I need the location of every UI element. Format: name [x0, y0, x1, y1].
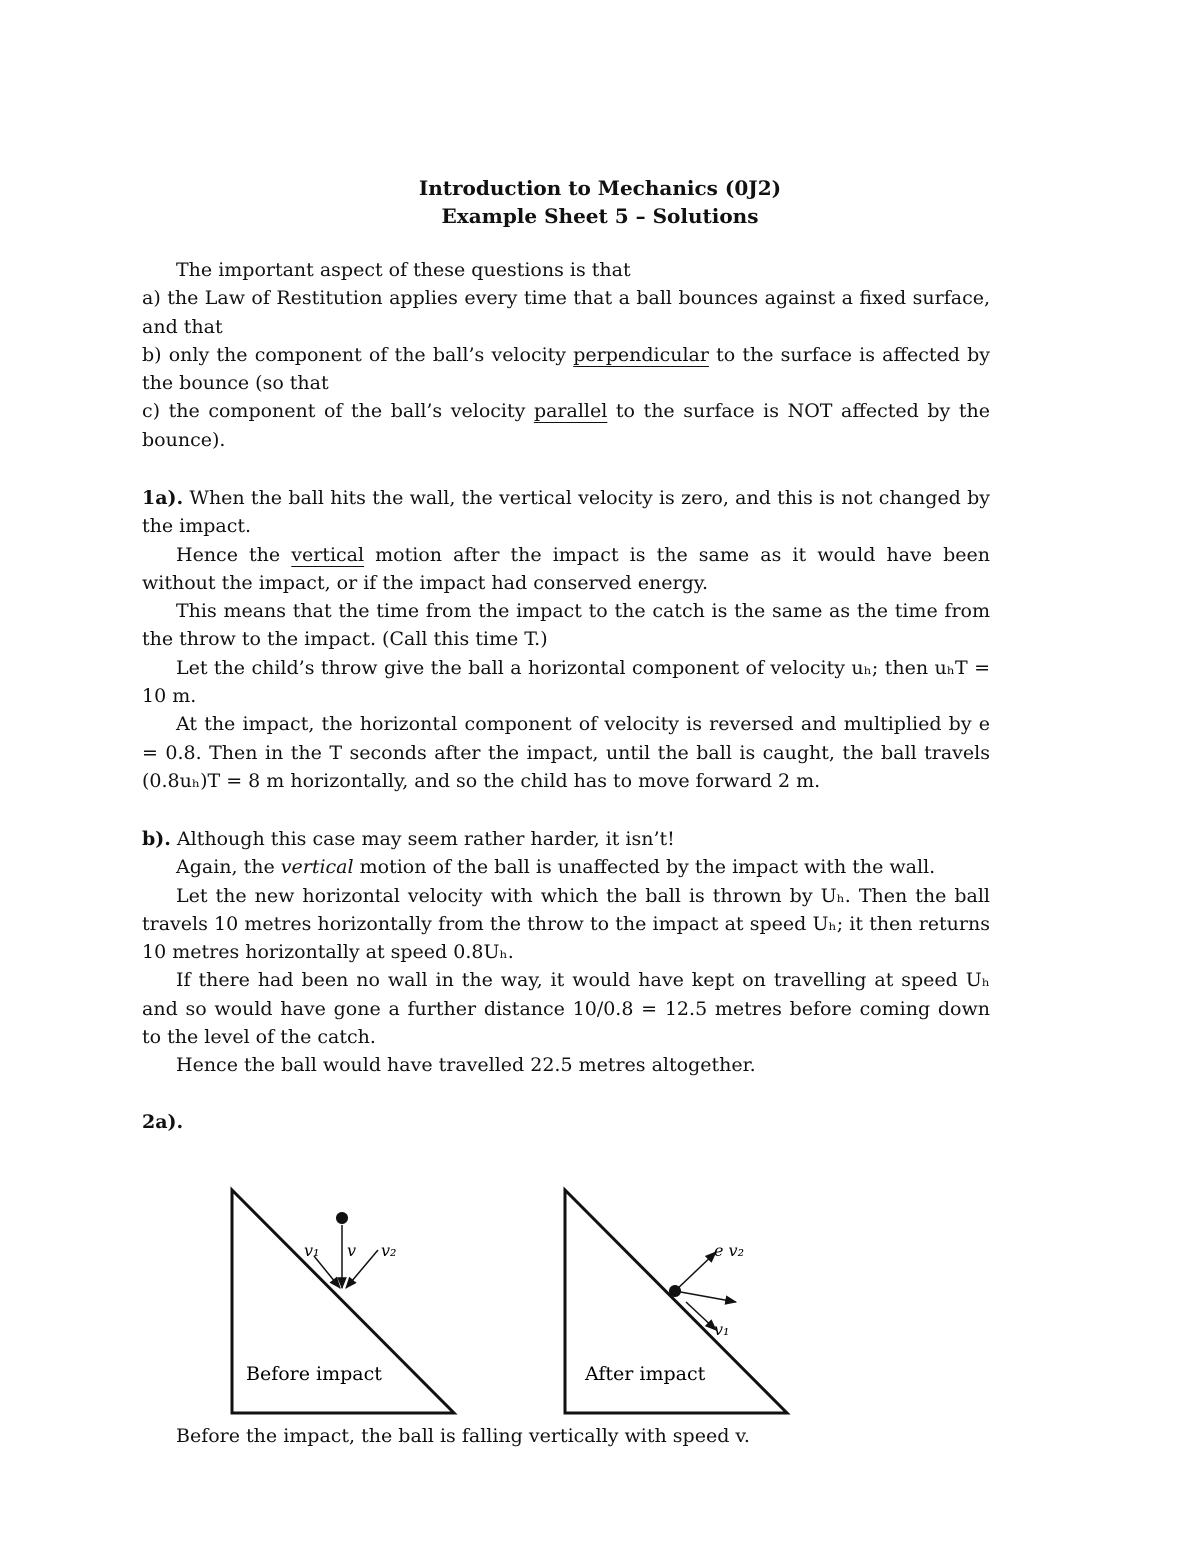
underlined-term: parallel	[533, 400, 608, 423]
solution-1b-p2: Again, the vertical motion of the ball is unaffected by the impact with the wall.	[176, 856, 936, 879]
italic-term: vertical	[280, 856, 354, 879]
solution-1a-p4: Let the child’s throw give the ball a horizontal component of velocity uₕ; then uₕT = 10 m.	[142, 656, 990, 708]
label-v: v	[347, 1241, 357, 1260]
label-ev2: e v₂	[714, 1241, 745, 1260]
page-subtitle: Example Sheet 5 – Solutions	[441, 204, 759, 228]
underlined-term: perpendicular	[573, 343, 709, 366]
label-v1: v₁	[304, 1241, 320, 1260]
impact-diagram	[0, 1180, 1200, 1420]
label-v1: v₁	[714, 1320, 730, 1339]
intro-point-a: a) the Law of Restitution applies every time that a ball bounces against a fixed surface, and that	[142, 287, 990, 338]
ball	[336, 1212, 348, 1224]
solution-1b-p4: If there had been no wall in the way, it would have kept on travelling at speed Uₕ and so would have gone a further distance 10/0.8 = 12.5 metres before coming down to the level of the catch.	[142, 969, 990, 1049]
after-impact-caption: After impact	[585, 1363, 706, 1385]
question-label: 1a).	[142, 487, 184, 509]
figure-caption-text: Before the impact, the ball is falling vertically with speed v.	[176, 1425, 750, 1447]
after-impact-panel	[565, 1190, 787, 1413]
intro-lead: The important aspect of these questions is that	[176, 259, 631, 281]
intro-point-b: b) only the component of the ball’s velocity perpendicular to the surface is affected by the bounce (so that	[142, 343, 990, 395]
solution-1a-p5: At the impact, the horizontal component of velocity is reversed and multiplied by e = 0.8. Then in the T seconds after the impact, until the ball is caught, the ball travels (0.8uₕ)T = 8 m horizontally, and so the child has to move forward 2 m.	[142, 713, 990, 792]
solution-1b-p1: b). Although this case may seem rather harder, it isn’t!	[142, 828, 675, 850]
solution-1b-p3: Let the new horizontal velocity with which the ball is thrown by Uₕ. Then the ball travels 10 metres horizontally from the throw to the impact at speed Uₕ; it then returns 10 metres horizontally at speed 0.8Uₕ.	[142, 884, 990, 964]
velocity-arrow-parallel	[675, 1291, 736, 1302]
question-2a-label: 2a).	[142, 1111, 184, 1133]
solution-1a-p1: 1a). When the ball hits the wall, the vertical velocity is zero, and this is not changed by the impact.	[142, 487, 990, 538]
solution-1a-p3: This means that the time from the impact to the catch is the same as the time from the throw to the impact. (Call this time T.)	[142, 600, 990, 651]
solution-1b	[142, 825, 990, 1080]
intro-point-c: c) the component of the ball’s velocity parallel to the surface is NOT affected by the bounce).	[142, 400, 990, 451]
intro-section	[142, 256, 990, 454]
before-impact-panel	[232, 1190, 454, 1413]
solution-1b-p5: Hence the ball would have travelled 22.5 metres altogether.	[176, 1054, 756, 1077]
before-impact-caption: Before impact	[246, 1363, 382, 1385]
question-label: b).	[142, 828, 171, 850]
velocity-arrow-v1	[314, 1256, 340, 1288]
underlined-term: vertical	[291, 543, 365, 566]
solution-1a	[142, 484, 990, 795]
page-title: Introduction to Mechanics (0J2)	[418, 176, 782, 200]
solution-1a-p2: Hence the vertical motion after the impact is the same as it would have been without the impact, or if the impact had conserved energy.	[142, 543, 991, 594]
label-v2: v₂	[381, 1241, 397, 1260]
velocity-arrow-ev2	[675, 1252, 716, 1291]
